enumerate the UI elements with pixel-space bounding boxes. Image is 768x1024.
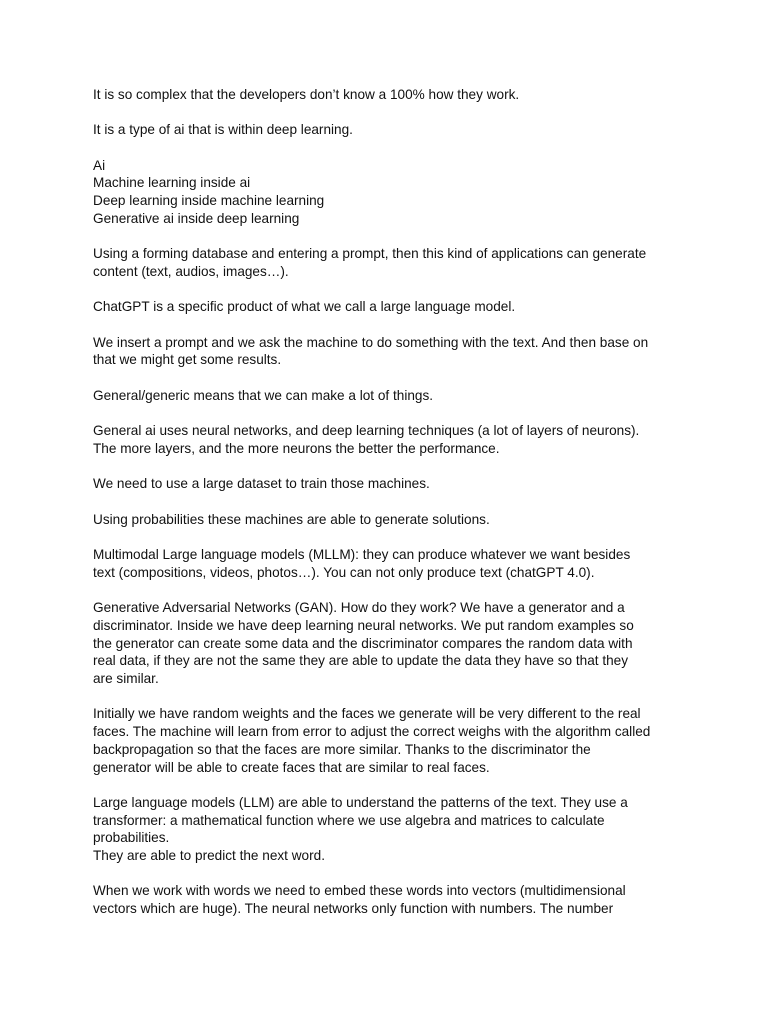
text-line: Generative ai inside deep learning (93, 210, 300, 226)
text-line: Initially we have random weights and the faces we generate will be very different to the real (93, 706, 641, 722)
paragraph-prompt (93, 334, 693, 369)
paragraph-embeddings (93, 882, 693, 917)
text-line: Using a forming database and entering a prompt, then this kind of applications can generate (93, 246, 647, 262)
text-line: They are able to predict the next word. (93, 848, 325, 864)
text-line: General ai uses neural networks, and deep learning techniques (a lot of layers of neurons). (93, 423, 640, 439)
text-line: real data, if they are not the same they are able to update the data they have so that they (93, 653, 629, 669)
text-line: transformer: a mathematical function where we use algebra and matrices to calculate (93, 812, 605, 828)
text-line: discriminator. Inside we have deep learning neural networks. We put random examples so (93, 617, 634, 633)
text-line: text (compositions, videos, photos…). You can not only produce text (chatGPT 4.0). (93, 564, 595, 580)
text-line: Large language models (LLM) are able to understand the patterns of the text. They use a (93, 794, 628, 810)
text-line: General/generic means that we can make a lot of things. (93, 387, 434, 403)
text-line: content (text, audios, images…). (93, 263, 289, 279)
paragraph-gan (93, 599, 693, 688)
paragraph-large-dataset (93, 475, 693, 493)
text-line: Using probabilities these machines are able to generate solutions. (93, 511, 490, 527)
text-line: ChatGPT is a specific product of what we call a large language model. (93, 299, 516, 315)
text-line: that we might get some results. (93, 352, 282, 368)
paragraph-mllm (93, 546, 693, 581)
text-line: probabilities. (93, 830, 170, 846)
paragraph-type-of-ai (93, 121, 693, 139)
text-line: The more layers, and the more neurons the better the performance. (93, 440, 500, 456)
text-line: Generative Adversarial Networks (GAN). How do they work? We have a generator and a (93, 600, 625, 616)
paragraph-generate-content (93, 245, 693, 280)
text-line: vectors which are huge). The neural networks only function with numbers. The number (93, 901, 614, 917)
text-line: It is a type of ai that is within deep learning. (93, 122, 353, 138)
paragraph-neural-networks (93, 422, 693, 457)
paragraph-random-weights (93, 705, 693, 776)
text-line: Deep learning inside machine learning (93, 193, 325, 209)
text-line: Ai (93, 157, 106, 173)
text-line: Machine learning inside ai (93, 175, 251, 191)
text-line: generator will be able to create faces that are similar to real faces. (93, 759, 490, 775)
text-line: faces. The machine will learn from error to adjust the correct weighs with the algorithm called (93, 724, 651, 740)
text-line: We insert a prompt and we ask the machine to do something with the text. And then base on (93, 334, 649, 350)
text-line: It is so complex that the developers don’t know a 100% how they work. (93, 87, 520, 102)
paragraph-complexity (93, 86, 693, 104)
text-line: the generator can create some data and the discriminator compares the random data with (93, 635, 633, 651)
text-line: backpropagation so that the faces are more similar. Thanks to the discriminator the (93, 741, 591, 757)
paragraph-ai-hierarchy (93, 157, 693, 228)
paragraph-general-generic (93, 387, 693, 405)
paragraph-chatgpt (93, 298, 693, 316)
text-line: are similar. (93, 671, 159, 687)
document-body (93, 86, 693, 936)
paragraph-probabilities (93, 511, 693, 529)
text-line: Multimodal Large language models (MLLM): they can produce whatever we want besides (93, 547, 631, 563)
text-line: When we work with words we need to embed these words into vectors (multidimensional (93, 883, 626, 899)
paragraph-llm (93, 794, 693, 865)
text-line: We need to use a large dataset to train those machines. (93, 476, 430, 492)
